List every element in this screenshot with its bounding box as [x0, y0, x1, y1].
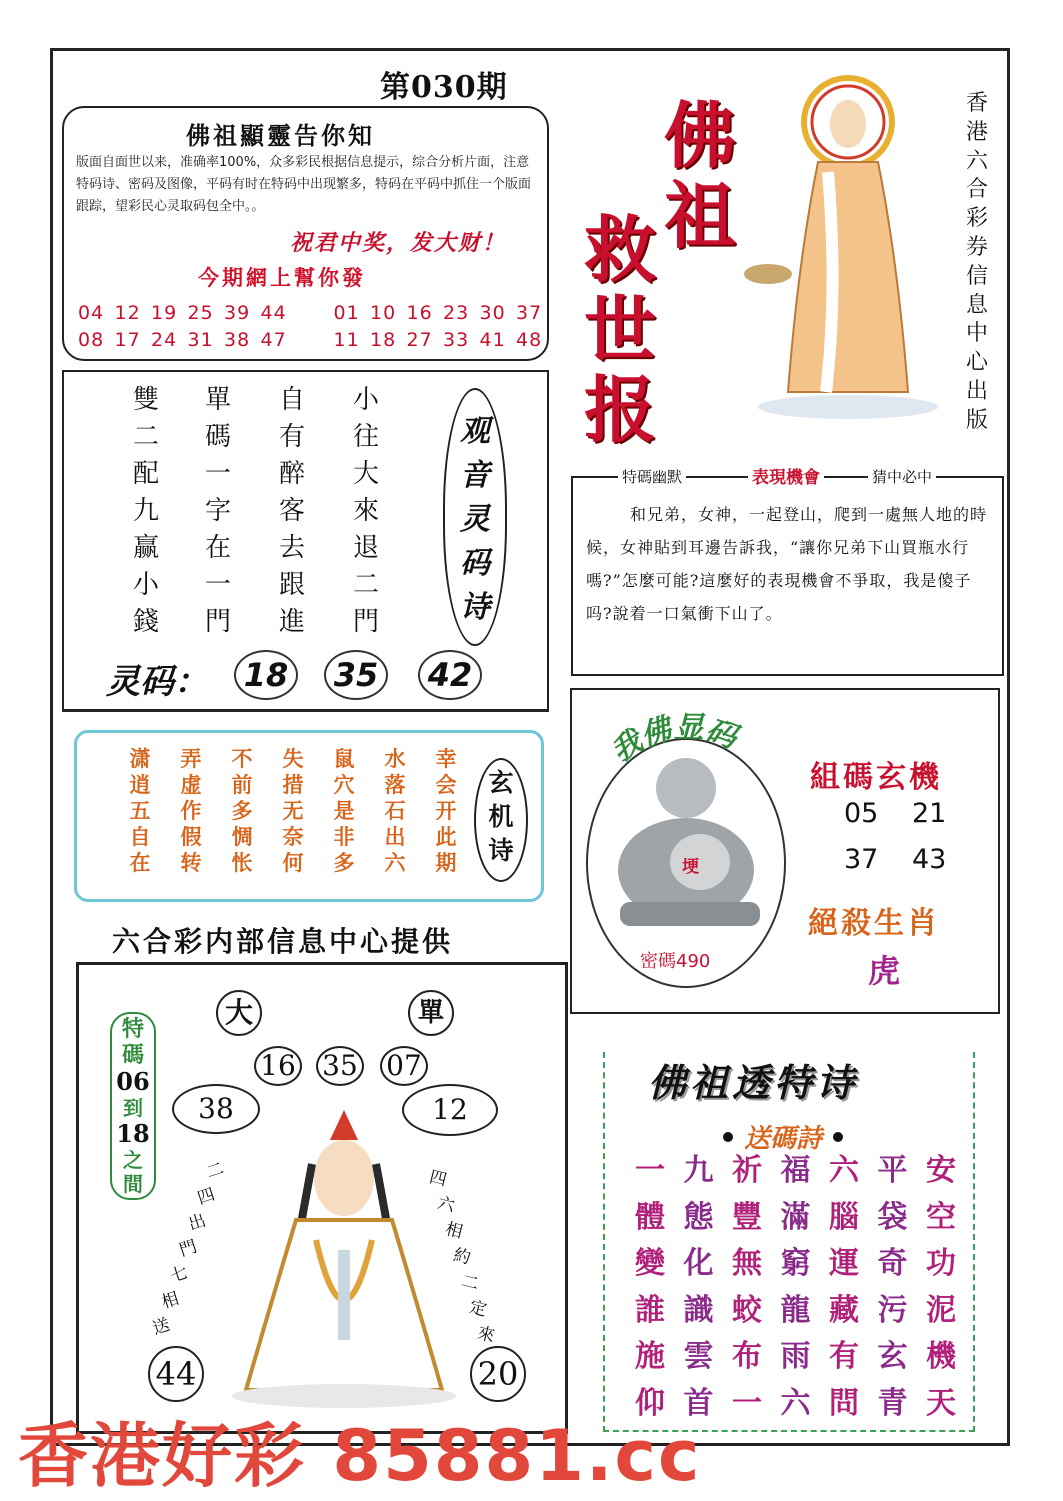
group-code-number: 37	[844, 844, 879, 875]
poem-title	[443, 410, 507, 630]
xuanji-char: 潇	[129, 746, 151, 771]
guanyin-standing-illustration	[738, 62, 948, 422]
xuanji-char: 逍	[129, 772, 151, 797]
tepoem-char: 平	[877, 1153, 908, 1188]
xuanji-char: 出	[384, 824, 406, 849]
notice-title: 佛祖顯靈告你知	[186, 121, 375, 150]
tepoem-title: 佛祖透特诗	[648, 1060, 859, 1105]
lottery-number: 31	[187, 329, 214, 351]
lingma-number: 35	[324, 650, 388, 700]
publisher-vertical-text: 香港六合彩券信息中心出版	[965, 91, 988, 433]
lottery-number: 18	[370, 329, 397, 351]
xuanji-char: 弄	[180, 746, 202, 771]
title-char-3: 救	[584, 207, 657, 292]
tepoem-char: 天	[926, 1385, 956, 1421]
poem-char: 赢	[132, 533, 159, 563]
lottery-number: 39	[224, 302, 251, 324]
lottery-number: 47	[260, 329, 287, 351]
tepoem-char: 化	[683, 1246, 714, 1281]
verse-char: 來	[475, 1323, 497, 1347]
xuanji-title	[474, 766, 528, 868]
xuanji-char: 多	[333, 850, 355, 875]
xuanji-column	[277, 746, 309, 876]
xuanji-char: 此	[435, 824, 457, 849]
xuanji-char: 前	[231, 772, 253, 797]
range-to: 18	[116, 1119, 150, 1148]
lottery-number: 25	[187, 302, 214, 324]
bottom-left-number: 44	[148, 1346, 204, 1402]
verse-char: 七	[168, 1262, 191, 1288]
lottery-number: 23	[443, 302, 470, 324]
lottery-number: 37	[516, 302, 543, 324]
poem-char: 在	[204, 533, 231, 563]
top-number: 16	[254, 1046, 302, 1086]
tepoem-char: 有	[829, 1339, 859, 1374]
verse-char: 門	[177, 1236, 200, 1262]
xuanji-char: 转	[180, 850, 202, 875]
xuanji-char: 在	[129, 850, 151, 875]
story-header-right: 猜中必中	[868, 466, 936, 487]
tepoem-char: 青	[877, 1385, 908, 1421]
tepoem-char: 滿	[780, 1199, 811, 1235]
xuanji-char: 水	[384, 746, 406, 771]
verse-char: 二	[204, 1158, 227, 1184]
lottery-number: 01	[333, 302, 360, 324]
poem-column-1	[126, 382, 166, 641]
tepoem-char: 泥	[926, 1292, 956, 1328]
tepoem-char: 窮	[780, 1246, 811, 1281]
lottery-number: 10	[370, 302, 397, 324]
dot-icon	[833, 1132, 843, 1142]
tepoem-char: 六	[780, 1385, 811, 1421]
xuanji-column	[175, 746, 207, 876]
lottery-number: 24	[151, 329, 178, 351]
xuanji-char: 自	[129, 824, 151, 849]
lingma-label: 灵码：	[106, 662, 208, 702]
kill-zodiac-title: 絕殺生肖	[808, 906, 940, 941]
xuanji-char: 虚	[180, 772, 202, 797]
tepoem-column	[675, 1148, 723, 1427]
group-code-title: 組碼玄機	[810, 760, 942, 795]
poem-char: 客	[278, 496, 305, 526]
title-char-1: 佛	[664, 93, 737, 178]
poem-char: 往	[352, 422, 379, 452]
tema-range	[110, 1016, 156, 1196]
poem-char: 二	[352, 570, 379, 600]
buddha-belly-char: 埂	[682, 857, 699, 877]
poem-char: 小	[352, 385, 379, 415]
verse-char: 出	[186, 1210, 209, 1236]
tepoem-char: 布	[732, 1339, 762, 1374]
right-oval-number: 12	[402, 1084, 498, 1136]
range-end: 間	[123, 1172, 143, 1196]
range-end: 之	[123, 1148, 143, 1172]
lottery-number: 17	[114, 329, 141, 351]
lottery-number: 41	[479, 329, 506, 351]
lottery-number: 44	[260, 302, 287, 324]
tepoem-char: 袋	[877, 1199, 908, 1235]
tepoem-char: 運	[829, 1246, 859, 1281]
tepoem-column	[723, 1148, 771, 1427]
xuanji-char: 奈	[282, 824, 304, 849]
poem-char: 二	[132, 422, 159, 452]
poem-char: 門	[352, 607, 379, 637]
xuanji-title-char: 机	[488, 802, 514, 831]
poem-char: 雙	[132, 385, 159, 415]
tepoem-char: 首	[683, 1385, 714, 1421]
tepoem-char: 問	[829, 1385, 859, 1421]
poem-char: 醉	[278, 459, 305, 489]
verse-char: 六	[435, 1193, 457, 1217]
verse-char: 相	[443, 1219, 465, 1243]
title-char-2: 祖	[664, 173, 737, 258]
verse-char: 送	[150, 1314, 173, 1340]
tepoem-char: 雨	[780, 1339, 811, 1374]
xuanji-char: 鼠	[333, 746, 355, 771]
tepoem-column	[869, 1148, 917, 1427]
notice-wish: 祝君中奖，发大财！	[290, 231, 507, 256]
dot-icon	[723, 1132, 733, 1142]
tepoem-char: 態	[683, 1199, 714, 1235]
poem-column-4	[346, 382, 386, 641]
xuanji-char: 穴	[333, 772, 355, 797]
lottery-number: 27	[406, 329, 433, 351]
lottery-number: 33	[443, 329, 470, 351]
poem-char: 一	[204, 459, 231, 489]
lottery-number: 08	[78, 329, 105, 351]
xuanji-char: 非	[333, 824, 355, 849]
xuanji-char: 作	[180, 798, 202, 823]
xuanji-column	[328, 746, 360, 876]
range-from: 06	[116, 1067, 150, 1096]
xuanji-char: 失	[282, 746, 304, 771]
lottery-number: 48	[516, 329, 543, 351]
tepoem-char: 九	[683, 1153, 714, 1188]
story-body: 和兄弟，女神，一起登山，爬到一處無人地的時候，女神貼到耳邊告訴我，“讓你兄弟下山買瓶水行嗎?”怎麼可能?這麼好的表現機會不爭取，我是傻子吗?說着一口氣衝下山了。	[586, 505, 988, 623]
poem-char: 來	[352, 496, 379, 526]
number-row-2	[78, 329, 553, 351]
tepoem-char: 一	[732, 1385, 762, 1421]
tepoem-subtitle: 送碼詩	[743, 1124, 822, 1154]
top-number: 35	[316, 1046, 364, 1086]
tepoem-char: 藏	[829, 1292, 859, 1328]
poem-title-char: 诗	[460, 590, 490, 625]
story-header-left: 特碼幽默	[618, 466, 686, 487]
title-char-5: 报	[584, 367, 657, 452]
group-code-number: 43	[912, 844, 947, 875]
lottery-number: 38	[224, 329, 251, 351]
tema-label: 特	[121, 1016, 144, 1042]
tepoem-char: 豐	[732, 1199, 762, 1235]
poem-char: 九	[132, 496, 159, 526]
tepoem-char: 功	[926, 1246, 956, 1281]
tepoem-char: 六	[829, 1153, 859, 1188]
xuanji-title-char: 诗	[488, 836, 514, 865]
xuanji-char: 幸	[435, 746, 457, 771]
tepoem-char: 福	[780, 1153, 811, 1188]
tepoem-column	[820, 1148, 868, 1427]
top-number: 07	[380, 1046, 428, 1086]
tepoem-char: 變	[635, 1246, 665, 1281]
guanyin-seated-illustration	[226, 1100, 462, 1410]
lottery-number: 16	[406, 302, 433, 324]
story-header-mid: 表現機會	[748, 463, 824, 488]
tepoem-char: 仰	[635, 1385, 665, 1421]
notice-body: 版面自面世以来，准确率100%，众多彩民根据信息提示，综合分析片面，注意特码诗、密码及图像，平码有时在特码中出现繁多，特码在平码中抓住一个版面跟踪，望彩民心灵取码包全中。。	[76, 155, 532, 214]
poem-char: 去	[278, 533, 305, 563]
provider-line: 六合彩内部信息中心提供	[112, 925, 454, 958]
verse-char: 四	[427, 1167, 449, 1191]
verse-char: 定	[467, 1297, 489, 1321]
lottery-number: 30	[479, 302, 506, 324]
tepoem-char: 龍	[780, 1292, 811, 1328]
range-to-char: 到	[123, 1096, 143, 1120]
xuanji-char: 落	[384, 772, 406, 797]
tepoem-char: 機	[926, 1339, 956, 1374]
poem-char: 大	[352, 459, 379, 489]
xuanji-column	[430, 746, 462, 876]
title-char-4: 世	[584, 287, 657, 372]
svg-text:我佛显码: 我佛显码	[604, 710, 742, 770]
poem-column-2	[198, 382, 238, 641]
poem-char: 一	[204, 570, 231, 600]
kill-zodiac: 虎	[868, 952, 901, 990]
lingma-number: 42	[418, 650, 482, 700]
tepoem-char: 蛟	[732, 1292, 762, 1328]
xuanji-char: 怅	[231, 850, 253, 875]
poem-column-3	[272, 382, 312, 641]
tepoem-column	[626, 1148, 674, 1427]
xuanji-char: 开	[435, 798, 457, 823]
tepoem-char: 無	[732, 1246, 762, 1281]
tepoem-char: 空	[926, 1199, 956, 1235]
xuanji-char: 六	[384, 850, 406, 875]
xuanji-char: 五	[129, 798, 151, 823]
xuanji-char: 多	[231, 798, 253, 823]
tepoem-char: 安	[926, 1153, 956, 1188]
tepoem-char: 識	[683, 1292, 714, 1328]
verse-char: 四	[195, 1184, 218, 1210]
tepoem-char: 體	[635, 1199, 665, 1235]
tepoem-char: 誰	[635, 1292, 665, 1328]
poem-char: 配	[132, 459, 159, 489]
footer-watermark: 香港好彩 85881.cc	[18, 1415, 702, 1497]
poem-char: 退	[352, 533, 379, 563]
tepoem-char: 祈	[732, 1153, 762, 1188]
group-code-number: 05	[844, 798, 879, 829]
poem-title-char: 码	[460, 546, 490, 581]
lottery-number: 11	[333, 329, 360, 351]
poem-char: 小	[132, 570, 159, 600]
xuanji-char: 不	[231, 746, 253, 771]
poem-char: 有	[278, 422, 305, 452]
xuanji-column	[124, 746, 156, 876]
xuanji-char: 假	[180, 824, 202, 849]
number-row-1	[78, 302, 553, 324]
xuanji-char: 石	[384, 798, 406, 823]
xuanji-char: 是	[333, 798, 355, 823]
poem-char: 字	[204, 496, 231, 526]
tepoem-column	[772, 1148, 820, 1427]
left-oval-number: 38	[172, 1084, 260, 1134]
secret-code: 密碼490	[640, 951, 711, 972]
xuanji-title-char: 玄	[488, 768, 514, 797]
big-badge: 大	[216, 990, 262, 1036]
lottery-number: 12	[114, 302, 141, 324]
xuanji-char: 何	[282, 850, 304, 875]
poem-char: 碼	[204, 422, 231, 452]
poem-title-char: 观	[460, 414, 490, 449]
xuanji-char: 措	[282, 772, 304, 797]
verse-char: 二	[459, 1271, 481, 1295]
tepoem-char: 奇	[877, 1246, 908, 1281]
xuanji-column	[226, 746, 258, 876]
tepoem-char: 一	[635, 1153, 665, 1188]
xuanji-char: 无	[282, 798, 304, 823]
tepoem-char: 污	[877, 1292, 908, 1328]
xuanji-char: 会	[435, 772, 457, 797]
poem-char: 錢	[132, 607, 159, 637]
poem-char: 單	[204, 385, 231, 415]
lottery-number: 04	[78, 302, 105, 324]
verse-char: 相	[159, 1288, 182, 1314]
laughing-buddha-illustration	[600, 752, 772, 932]
group-code-number: 21	[912, 798, 947, 829]
poem-char: 進	[278, 607, 305, 637]
poem-char: 跟	[278, 570, 305, 600]
lingma-number: 18	[234, 650, 298, 700]
xuanji-char: 期	[435, 850, 457, 875]
tepoem-char: 腦	[829, 1199, 859, 1235]
poem-title-char: 灵	[460, 502, 490, 537]
odd-badge: 單	[408, 990, 454, 1036]
tepoem-column	[917, 1148, 965, 1427]
poem-char: 自	[278, 385, 305, 415]
poem-title-char: 音	[460, 458, 490, 493]
bottom-right-number: 20	[470, 1346, 526, 1402]
xuanji-char: 惆	[231, 824, 253, 849]
tepoem-char: 施	[635, 1339, 665, 1374]
xuanji-column	[379, 746, 411, 876]
tepoem-char: 雲	[683, 1339, 714, 1374]
lottery-number: 19	[151, 302, 178, 324]
verse-char: 約	[451, 1245, 473, 1269]
tepoem-char: 玄	[877, 1339, 908, 1374]
issue-number: 第030期	[380, 70, 508, 105]
notice-subtitle: 今期網上幫你發	[198, 266, 366, 290]
tema-label: 碼	[121, 1042, 144, 1068]
poem-char: 門	[204, 607, 231, 637]
